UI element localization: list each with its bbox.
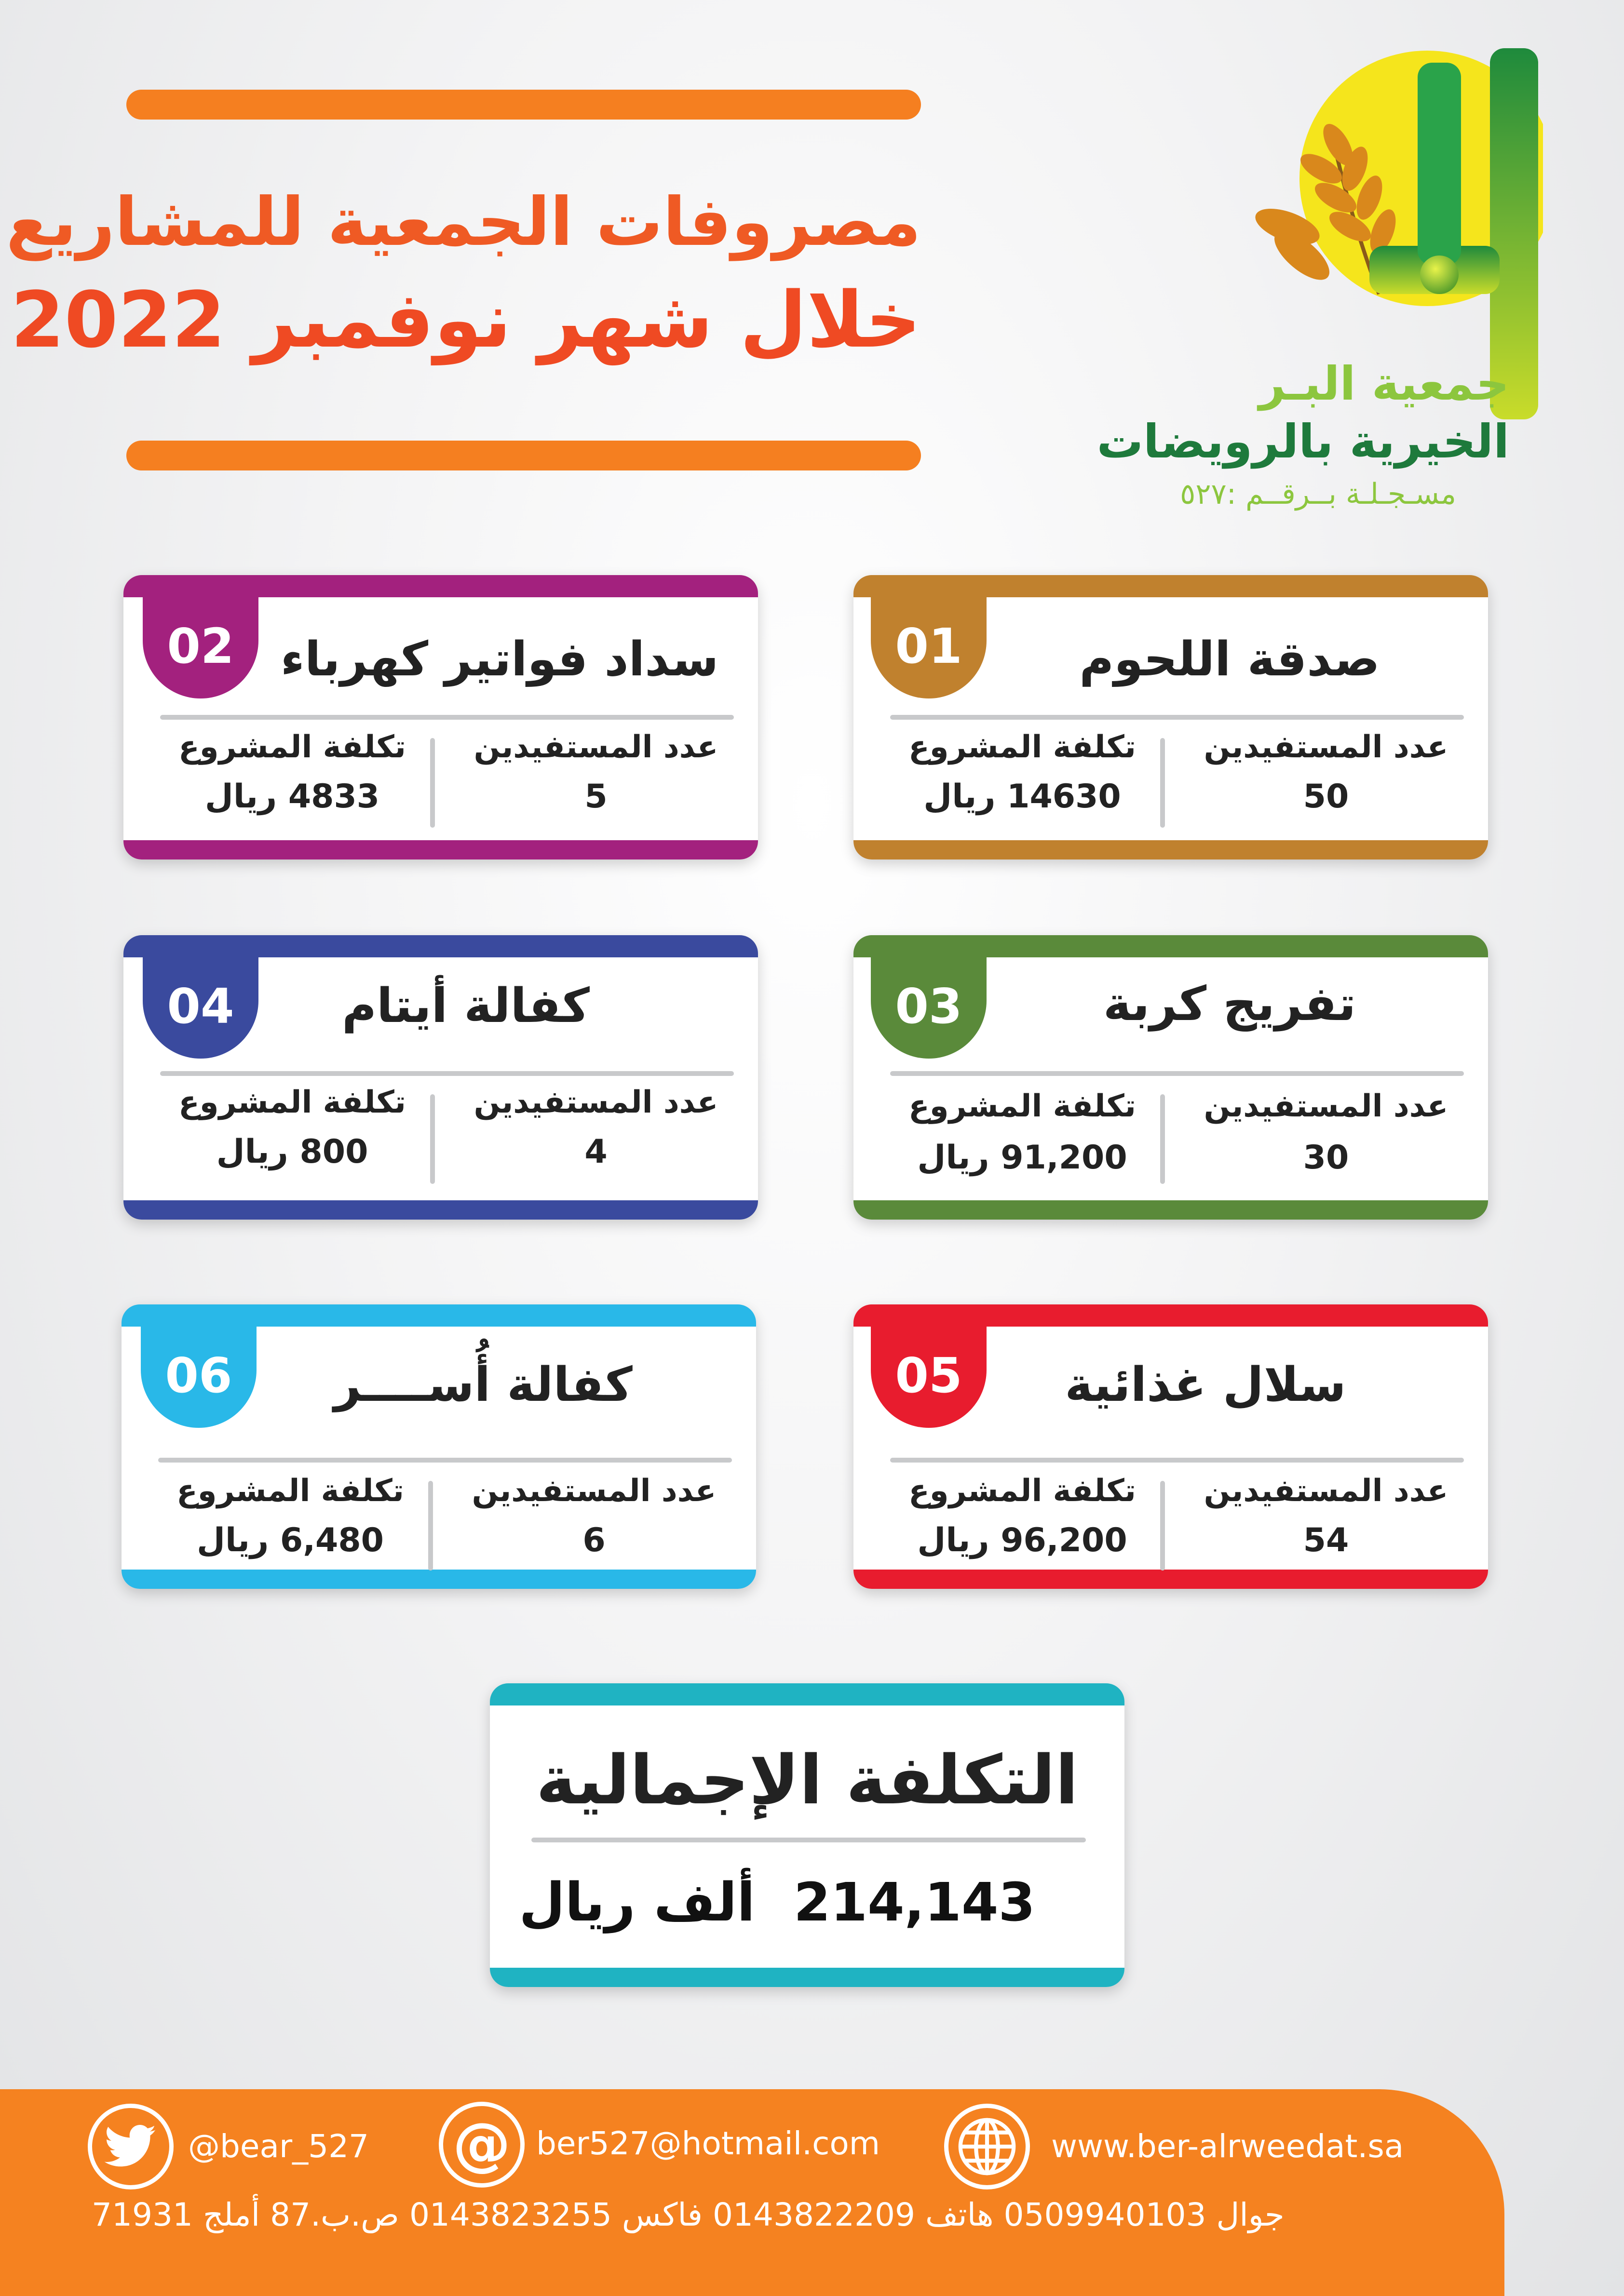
beneficiaries-label: عدد المستفيدين bbox=[474, 729, 718, 765]
cost-value: 4833 ريال bbox=[204, 778, 380, 816]
project-name: تفريج كربة bbox=[1103, 977, 1356, 1032]
cost-value: 96,200 ريال bbox=[917, 1521, 1127, 1559]
project-number: 05 bbox=[895, 1347, 962, 1404]
beneficiaries-label: عدد المستفيدين bbox=[1204, 729, 1448, 765]
cost-value: 14630 ريال bbox=[923, 778, 1121, 816]
project-card-06 bbox=[122, 1304, 756, 1589]
card-divider bbox=[890, 1071, 1464, 1076]
project-card-04 bbox=[123, 935, 758, 1220]
contact-address: جوال 0509940103 هاتف 0143822209 فاكس 0143823255 ص.ب.87 أملج 71931 bbox=[92, 2196, 1285, 2233]
card-column-divider bbox=[1160, 1481, 1165, 1571]
page-title-line1: مصروفات الجمعية للمشاريع bbox=[6, 183, 921, 261]
project-number: 02 bbox=[167, 618, 234, 674]
card-bottom-band bbox=[853, 840, 1488, 859]
project-name: سلال غذائية bbox=[1065, 1357, 1346, 1412]
card-bottom-band bbox=[490, 1968, 1124, 1987]
card-column-divider bbox=[1160, 1094, 1165, 1184]
charity-logo bbox=[1061, 43, 1543, 511]
cost-value: 91,200 ريال bbox=[917, 1139, 1127, 1177]
project-number: 03 bbox=[895, 978, 962, 1034]
beneficiaries-value: 50 bbox=[1303, 778, 1349, 816]
project-card-01 bbox=[853, 575, 1488, 859]
title-top-bar bbox=[126, 90, 921, 120]
card-column-divider bbox=[1160, 738, 1165, 828]
beneficiaries-label: عدد المستفيدين bbox=[1204, 1088, 1448, 1124]
project-number-badge bbox=[871, 575, 987, 698]
wheat-logo-icon bbox=[1061, 43, 1543, 477]
website-icon[interactable] bbox=[944, 2104, 1030, 2189]
beneficiaries-label: عدد المستفيدين bbox=[474, 1085, 718, 1120]
project-name: صدقة اللحوم bbox=[1079, 632, 1380, 687]
card-bottom-band bbox=[853, 1200, 1488, 1220]
cost-label: تكلفة المشروع bbox=[178, 729, 406, 765]
project-card-03 bbox=[853, 935, 1488, 1220]
cost-label: تكلفة المشروع bbox=[908, 1088, 1136, 1124]
project-number-badge bbox=[143, 575, 258, 698]
total-amount: 214,143 bbox=[794, 1871, 1036, 1933]
twitter-bird-icon bbox=[104, 2125, 157, 2168]
total-title: التكلفة الإجمالية bbox=[536, 1741, 1079, 1820]
at-sign-icon: @ bbox=[453, 2111, 511, 2178]
total-cost-card bbox=[490, 1683, 1124, 1987]
beneficiaries-value: 54 bbox=[1303, 1521, 1349, 1559]
beneficiaries-value: 6 bbox=[582, 1521, 606, 1559]
globe-icon bbox=[956, 2115, 1018, 2178]
card-divider bbox=[890, 715, 1464, 720]
card-top-band bbox=[490, 1683, 1124, 1705]
website-url[interactable]: www.ber-alrweedat.sa bbox=[1051, 2128, 1404, 2165]
logo-name-line2: الخيرية بالرويضات bbox=[1096, 415, 1509, 469]
project-name: سداد فواتير كهرباء bbox=[280, 632, 719, 687]
beneficiaries-value: 30 bbox=[1303, 1139, 1349, 1177]
cost-label: تكلفة المشروع bbox=[176, 1473, 404, 1509]
project-name: كفالة أُســــر bbox=[334, 1357, 633, 1412]
project-card-05 bbox=[853, 1304, 1488, 1589]
page-title-line2: خلال شهر نوفمبر 2022 bbox=[11, 275, 921, 365]
card-divider bbox=[160, 715, 734, 720]
project-name: كفالة أيتام bbox=[342, 979, 590, 1034]
project-number-badge bbox=[871, 935, 987, 1059]
cost-value: 800 ريال bbox=[216, 1133, 368, 1171]
project-number: 01 bbox=[895, 618, 962, 674]
title-bottom-bar bbox=[126, 441, 921, 470]
card-bottom-band bbox=[123, 1200, 758, 1220]
cost-value: 6,480 ريال bbox=[197, 1521, 384, 1559]
project-number: 04 bbox=[167, 978, 234, 1034]
card-divider bbox=[160, 1071, 734, 1076]
card-divider bbox=[158, 1458, 732, 1463]
card-bottom-band bbox=[123, 840, 758, 859]
footer-band bbox=[0, 2089, 1504, 2296]
project-card-02 bbox=[123, 575, 758, 859]
logo-name-line1: جمعية البـر bbox=[1259, 357, 1509, 411]
beneficiaries-value: 4 bbox=[584, 1133, 608, 1171]
twitter-icon[interactable] bbox=[88, 2104, 174, 2189]
beneficiaries-value: 5 bbox=[584, 778, 608, 816]
cost-label: تكلفة المشروع bbox=[908, 729, 1136, 765]
card-column-divider bbox=[430, 738, 435, 828]
card-bottom-band bbox=[122, 1570, 756, 1589]
project-number-badge bbox=[871, 1304, 987, 1428]
beneficiaries-label: عدد المستفيدين bbox=[472, 1473, 717, 1509]
twitter-handle[interactable]: @bear_527 bbox=[188, 2128, 369, 2165]
card-divider bbox=[531, 1838, 1086, 1842]
cost-label: تكلفة المشروع bbox=[908, 1473, 1136, 1509]
project-number-badge bbox=[141, 1304, 257, 1428]
card-divider bbox=[890, 1458, 1464, 1463]
email-address[interactable]: ber527@hotmail.com bbox=[536, 2125, 880, 2162]
project-number-badge bbox=[143, 935, 258, 1059]
card-column-divider bbox=[428, 1481, 433, 1571]
beneficiaries-label: عدد المستفيدين bbox=[1204, 1473, 1448, 1509]
cost-label: تكلفة المشروع bbox=[178, 1085, 406, 1120]
card-column-divider bbox=[430, 1094, 435, 1184]
card-bottom-band bbox=[853, 1570, 1488, 1589]
project-number: 06 bbox=[165, 1347, 232, 1404]
email-icon[interactable] bbox=[439, 2102, 525, 2188]
logo-registration: مسـجـلـة بــرقــم :٥٢٧ bbox=[1180, 477, 1456, 511]
total-unit: ألف ريال bbox=[519, 1871, 755, 1933]
